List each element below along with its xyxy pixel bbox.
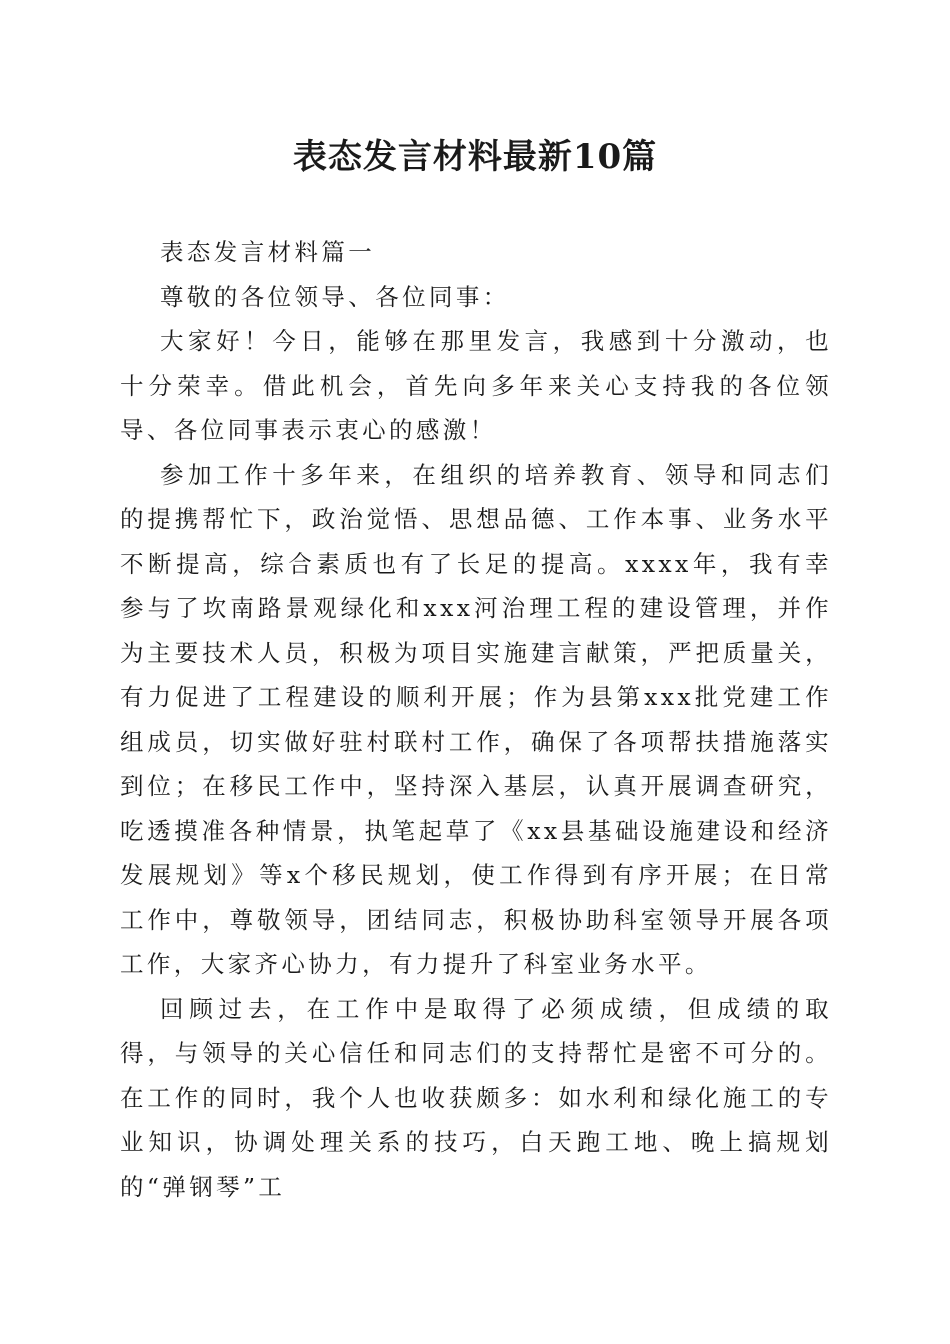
paragraph-greeting: 大家好！今日，能够在那里发言，我感到十分激动，也十分荣幸。借此机会，首先向多年来关心支持我的各位领导、各位同事表示衷心的感激！ — [120, 327, 832, 444]
salutation: 尊敬的各位领导、各位同事： — [160, 282, 510, 311]
document-title: 表态发言材料最新10篇 — [292, 137, 658, 177]
section-heading: 表态发言材料篇一 — [160, 238, 376, 266]
paragraph-work-experience: 参加工作十多年来，在组织的培养教育、领导和同志们的提携帮忙下，政治觉悟、思想品德、工作本事、业务水平不断提高，综合素质也有了长足的提高。xxxx年，我有幸参与了坎南路景观绿化和xxx河治理工程的建设管理，并作为主要技术人员，积极为项目实施建言献策，严把质量关，有力促进了工程建设的顺利开展；作为县第xxx批党建工作组成员，切实做好驻村联村工作，确保了各项帮扶措施落实到位；在移民工作中，坚持深入基层，认真开展调查研究，吃透摸准各种情景，执笔起草了《xx县基础设施建设和经济发展规划》等x个移民规划，使工作得到有序开展；在日常工作中，尊敬领导，团结同志，积极协助科室领导开展各项工作，大家齐心协力，有力提升了科室业务水平。 — [120, 460, 832, 978]
document-body — [120, 230, 832, 1209]
paragraph-review: 回顾过去，在工作中是取得了必须成绩，但成绩的取得，与领导的关心信任和同志们的支持帮忙是密不可分的。在工作的同时，我个人也收获颇多：如水利和绿化施工的专业知识，协调处理关系的技巧，白天跑工地、晚上搞规划的“弹钢琴”工 — [120, 994, 832, 1201]
